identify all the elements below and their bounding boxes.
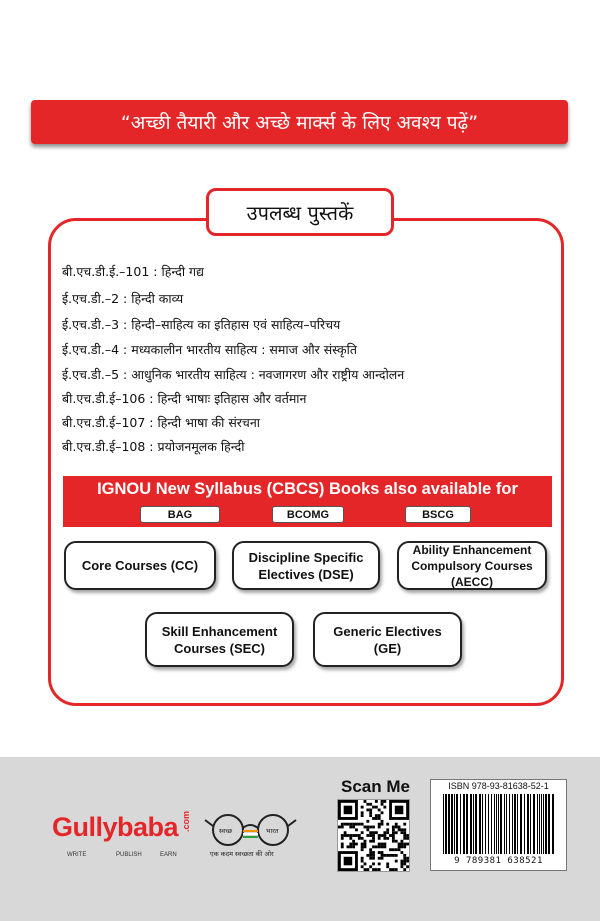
course-line: बी.एच.डी.ई–106 : हिन्दी भाषाः इतिहास और वर्तमान xyxy=(62,391,307,406)
course-line: ई.एच.डी.–4 : मध्यकालीन भारतीय साहित्य : समाज और संस्कृति xyxy=(62,342,357,357)
category-sec: Skill Enhancement Courses (SEC) xyxy=(145,612,294,667)
gullybaba-logo: Gullybaba xyxy=(52,812,179,842)
swachh-label: स्वच्छ xyxy=(219,827,233,835)
gullybaba-logo-suffix: .com xyxy=(181,810,191,832)
barcode-number: 9 789381 638521 xyxy=(454,856,543,866)
tagline-banner xyxy=(31,100,568,144)
course-line: ई.एच.डी.–2 : हिन्दी काव्य xyxy=(62,291,184,306)
scan-me-label: Scan Me xyxy=(341,777,410,796)
isbn-text: ISBN 978-93-81638-52-1 xyxy=(448,781,549,791)
category-aecc: Ability Enhancement Compulsory Courses (AECC) xyxy=(397,541,547,590)
slogan-write: WRITE xyxy=(67,852,87,858)
books-heading-text: उपलब्ध पुस्तकें xyxy=(246,200,354,225)
tagline-text: “अच्छी तैयारी और अच्छे मार्क्स के लिए अवश्य पढ़ें” xyxy=(120,112,479,134)
slogan-publish: PUBLISH xyxy=(116,852,142,858)
qr-code-icon[interactable] xyxy=(337,799,410,872)
bharat-label: भारत xyxy=(266,827,279,835)
program-tag-bag: BAG xyxy=(140,506,220,523)
course-line: ई.एच.डी.–3 : हिन्दी–साहित्य का इतिहास एवं साहित्य–परिचय xyxy=(62,317,341,332)
category-ge: Generic Electives (GE) xyxy=(313,612,462,667)
course-line: बी.एच.डी.ई–108 : प्रयोजनमूलक हिन्दी xyxy=(62,439,245,454)
cbcs-title: IGNOU New Syllabus (CBCS) Books also available for xyxy=(97,480,518,498)
course-line: बी.एच.डी.ई.–101 : हिन्दी गद्य xyxy=(62,264,204,279)
course-line: ई.एच.डी.–5 : आधुनिक भारतीय साहित्य : नवजागरण और राष्ट्रीय आन्दोलन xyxy=(62,367,405,382)
slogan-earn: EARN xyxy=(160,852,177,858)
swachh-tagline: एक कदम स्वच्छता की ओर xyxy=(210,850,274,858)
swachh-bharat-glasses-icon xyxy=(203,810,298,848)
category-dse: Discipline Specific Electives (DSE) xyxy=(232,541,380,590)
program-tag-bcomg: BCOMG xyxy=(272,506,344,523)
category-core-courses: Core Courses (CC) xyxy=(64,541,216,590)
books-heading xyxy=(206,188,394,236)
course-line: बी.एच.डी.ई–107 : हिन्दी भाषा की संरचना xyxy=(62,415,261,430)
program-tag-bscg: BSCG xyxy=(405,506,471,523)
